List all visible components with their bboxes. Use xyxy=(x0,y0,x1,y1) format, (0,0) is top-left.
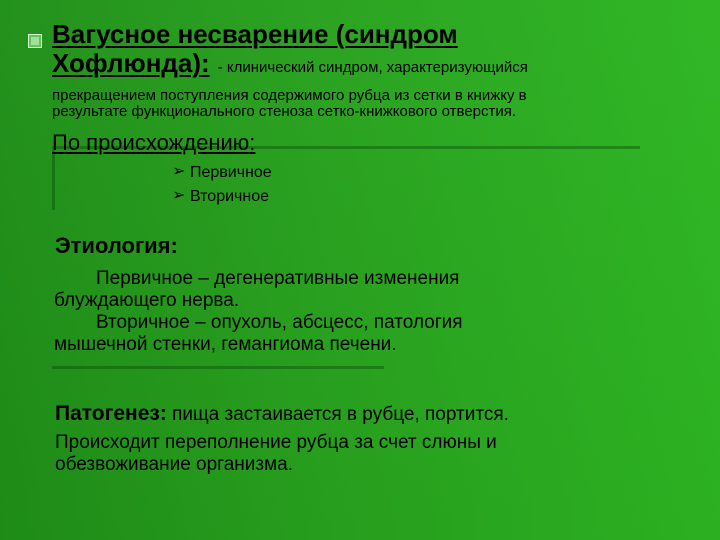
etiology-heading: Этиология: xyxy=(55,233,178,258)
arrow-right-icon: ➢ xyxy=(172,163,186,180)
origin-heading: По происхождению: xyxy=(52,130,256,155)
slide-title-line-2 xyxy=(52,49,702,78)
etiology-line-4: мышечной стенки, гемангиома печени. xyxy=(54,334,397,355)
pathogenesis-label: Патогенез: xyxy=(55,402,167,425)
definition-line-1: прекращением поступления содержимого рубца из сетки в книжку в xyxy=(52,87,527,104)
arrow-right-icon: ➢ xyxy=(172,187,186,204)
pathogenesis-line-1 xyxy=(55,403,675,426)
etiology-line-2: блуждающего нерва. xyxy=(54,290,240,311)
slide-title-inline-text: - клинический синдром, характеризующийся xyxy=(217,59,528,76)
origin-item-primary xyxy=(172,161,272,185)
slide-title-block xyxy=(52,20,702,78)
pathogenesis-text-1: пища застаивается в рубце, портится. xyxy=(172,404,509,425)
etiology-line-3: Вторичное – опухоль, абсцесс, патология xyxy=(96,312,463,333)
slide-title-strong: Хофлюнда): xyxy=(52,48,210,78)
pathogenesis-line-3: обезвоживание организма. xyxy=(55,454,293,475)
decorative-line-middle xyxy=(52,366,384,369)
square-bullet-icon xyxy=(28,34,42,48)
pathogenesis-block xyxy=(55,432,675,476)
definition-line-2: результате функционального стеноза сетко-книжкового отверстия. xyxy=(52,103,517,120)
pathogenesis-line-2: Происходит переполнение рубца за счет слюны и xyxy=(55,432,497,453)
origin-item-primary-label: Первичное xyxy=(190,164,272,181)
etiology-text xyxy=(54,268,634,356)
origin-item-secondary-label: Вторичное xyxy=(190,188,269,205)
origin-item-secondary xyxy=(172,185,272,209)
etiology-line-1: Первичное – дегенеративные изменения xyxy=(96,268,460,289)
decorative-line-vertical xyxy=(52,150,55,210)
definition-text xyxy=(52,88,652,120)
origin-list xyxy=(172,161,272,209)
slide-title-line-1: Вагусное несварение (синдром xyxy=(52,19,458,49)
